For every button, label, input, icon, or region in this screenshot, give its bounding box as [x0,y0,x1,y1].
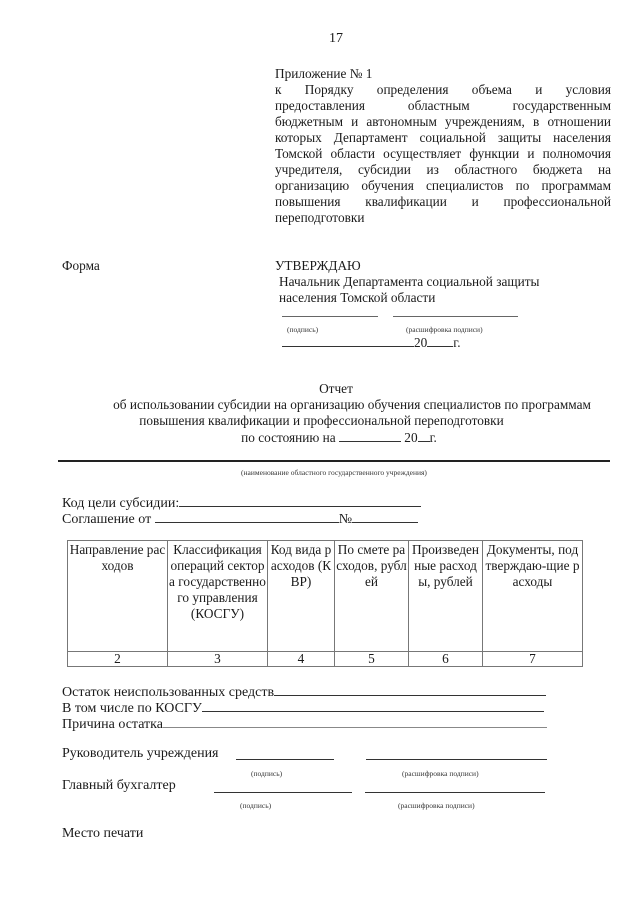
report-title: Отчет [319,381,353,396]
institution-caption: (наименование областного государственного учреждения) [241,468,427,477]
approval-signature-decode-caption: (расшифровка подписи) [406,325,483,334]
head-signature-caption: (подпись) [251,769,283,778]
expense-table [67,540,583,667]
header-estimate: По смете расходов, рублей [335,541,409,652]
header-supporting-documents: Документы, подтверждаю-щие расходы [483,541,583,652]
reason-label: Причина остатка [62,717,163,732]
appendix-line: предоставления областным государственным [275,98,611,113]
table-column-number-row [68,652,583,667]
head-label: Руководитель учреждения [62,746,219,761]
appendix-line: учредителя, субсидии из областного бюджета на [275,162,611,177]
agreement-number-field[interactable] [352,510,418,523]
approval-position-line1: Начальник Департамента социальной защиты [279,274,540,289]
report-as-of [0,429,640,446]
institution-name-field[interactable] [58,460,610,462]
approval-signature-caption: (подпись) [287,325,319,334]
accountant-signature-line[interactable] [214,792,352,793]
column-number: 7 [483,652,583,667]
appendix-line: Томской области осуществляет функции и полномочия [275,146,611,161]
agreement-date-field[interactable] [155,510,339,523]
reason-row [62,715,547,733]
header-kvr: Код вида расходов (КВР) [268,541,335,652]
appendix-line: которых Департамент социальной защиты населения [275,130,611,145]
approval-date [282,334,461,351]
approval-heading: УТВЕРЖДАЮ [275,258,361,273]
appendix-block [275,66,611,226]
report-as-of-suffix: г. [429,430,437,445]
report-subtitle-line1: об использовании субсидии на организацию обучения специалистов по программам [113,397,591,412]
accountant-signature-decode-line[interactable] [365,792,545,793]
approval-date-year-field[interactable] [427,334,453,347]
column-number: 4 [268,652,335,667]
report-as-of-year-prefix: 20 [404,430,418,445]
column-number: 5 [335,652,409,667]
accountant-signature-decode-caption: (расшифровка подписи) [398,801,475,810]
approval-signature-line[interactable] [282,316,378,317]
agreement-number-label: № [338,512,353,527]
stamp-label: Место печати [62,826,144,841]
page-number: 17 [329,31,343,46]
approval-signature-decode-line[interactable] [393,316,518,317]
header-actual-expenses: Произведенные расходы, рублей [409,541,483,652]
approval-date-suffix: г. [453,335,461,350]
report-as-of-year-field[interactable] [418,429,430,442]
header-kosgu: Классификация операций сектора государственного управления (КОСГУ) [168,541,268,652]
head-signature-decode-line[interactable] [366,759,547,760]
reason-field[interactable] [163,715,547,728]
head-signature-line[interactable] [236,759,334,760]
unused-funds-field[interactable] [274,683,546,696]
table-header-row [68,541,583,652]
form-label: Форма [62,258,100,273]
appendix-line: переподготовки [275,210,365,225]
column-number: 6 [409,652,483,667]
approval-date-day-month-field[interactable] [282,334,414,347]
header-expense-direction: Направление расходов [68,541,168,652]
appendix-line: организацию обучения специалистов по программам [275,178,611,193]
head-signature-decode-caption: (расшифровка подписи) [402,769,479,778]
appendix-line: к Порядку определения объема и условия [275,82,611,97]
appendix-line: бюджетным и автономным учреждениям, в отношении [275,114,611,129]
kosgu-field[interactable] [202,699,544,712]
agreement-row [62,510,418,528]
approval-date-year-prefix: 20 [414,335,428,350]
kosgu-label: В том числе по КОСГУ [62,701,202,716]
report-as-of-date-field[interactable] [339,429,401,442]
approval-position-line2: населения Томской области [279,290,436,305]
unused-funds-label: Остаток неиспользованных средств [62,685,275,700]
column-number: 2 [68,652,168,667]
report-subtitle-line2: повышения квалификации и профессиональной переподготовки [139,413,504,428]
subsidy-code-field[interactable] [179,494,421,507]
accountant-signature-caption: (подпись) [240,801,272,810]
agreement-label: Соглашение от [62,512,152,527]
subsidy-code-label: Код цели субсидии: [62,496,180,511]
column-number: 3 [168,652,268,667]
accountant-label: Главный бухгалтер [62,778,176,793]
appendix-title: Приложение № 1 [275,66,373,81]
appendix-line: повышения квалификации и профессиональной [275,194,611,209]
report-as-of-prefix: по состоянию на [241,430,336,445]
